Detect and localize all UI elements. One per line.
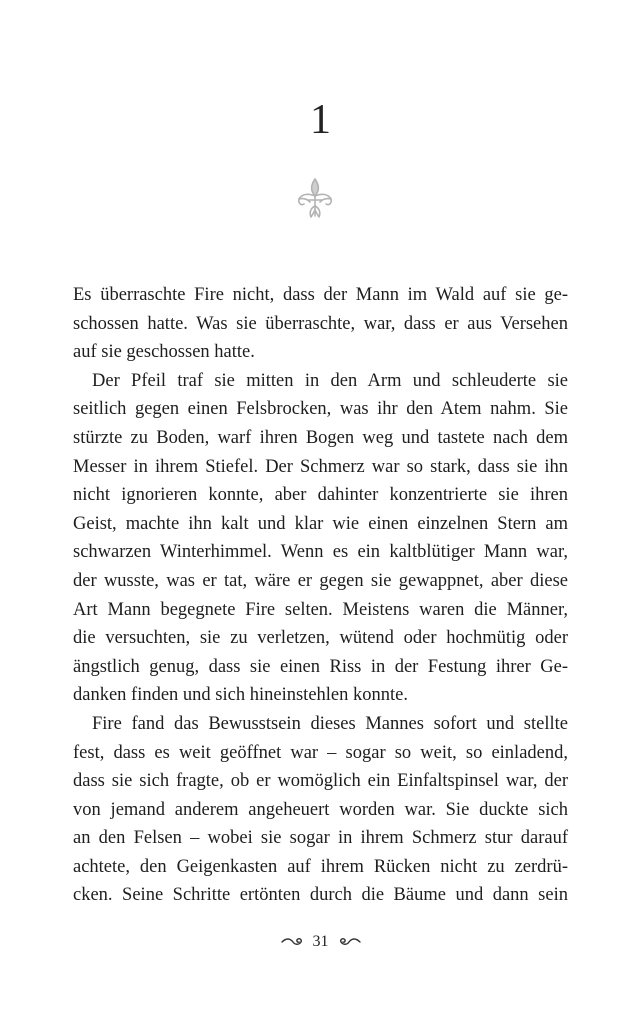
text-line: die versuchten, sie zu verletzen, wütend oder hochmütig oder [73, 628, 568, 649]
chapter-number: 1 [310, 97, 331, 143]
text-line: auf sie geschossen hatte. [73, 342, 255, 363]
text-line: Art Mann begegnete Fire selten. Meistens waren die Männer, [73, 599, 568, 620]
paragraph [73, 281, 568, 367]
text-line: an den Felsen – wobei sie sogar in ihrem Schmerz stur darauf [73, 828, 568, 849]
page-folio [0, 930, 641, 954]
paragraph [73, 710, 568, 910]
text-line: cken. Seine Schritte ertönten durch die Bäume und dann sein [73, 885, 568, 906]
swirl-right-icon [339, 936, 361, 948]
text-line: Es überraschte Fire nicht, dass der Mann im Wald auf sie ge- [73, 285, 568, 305]
paragraph [73, 367, 568, 710]
text-line: Geist, machte ihn kalt und klar wie einen einzelnen Stern am [73, 513, 568, 534]
text-line: von jemand anderem angeheuert worden war. Sie duckte sich [73, 799, 568, 820]
text-line: der wusste, was er tat, wäre er gegen sie gewappnet, aber diese [73, 570, 568, 591]
text-line: fest, dass es weit geöffnet war – sogar so weit, so einladend, [73, 742, 568, 763]
chapter-body-text [73, 281, 568, 910]
page-number: 31 [312, 933, 329, 951]
text-line: danken finden und sich hineinstehlen konnte. [73, 685, 408, 706]
text-line: ängstlich genug, dass sie einen Riss in der Festung ihrer Ge- [73, 656, 568, 677]
swirl-left-icon [281, 936, 303, 948]
text-line: Fire fand das Bewusstsein dieses Mannes sofort und stellte [92, 713, 568, 734]
fleur-de-lis-icon [295, 176, 335, 222]
text-line: Messer in ihrem Stiefel. Der Schmerz war so stark, dass sie ihn [73, 456, 568, 477]
text-line: stürzte zu Boden, warf ihren Bogen weg und tastete nach dem [73, 427, 568, 448]
text-line: dass sie sich fragte, ob er womöglich ein Einfaltspinsel war, der [73, 771, 568, 792]
text-line: schwarzen Winterhimmel. Wenn es ein kaltblütiger Mann war, [73, 542, 568, 563]
text-line: achtete, den Geigenkasten auf ihrem Rücken nicht zu zerdrü- [73, 856, 568, 877]
text-line: seitlich gegen einen Felsbrocken, was ihr den Atem nahm. Sie [73, 399, 568, 420]
text-line: nicht ignorieren konnte, aber dahinter konzentrierte sie ihren [73, 485, 568, 506]
text-line: schossen hatte. Was sie überraschte, war, dass er aus Versehen [73, 313, 568, 334]
text-line: Der Pfeil traf sie mitten in den Arm und schleuderte sie [92, 370, 568, 391]
